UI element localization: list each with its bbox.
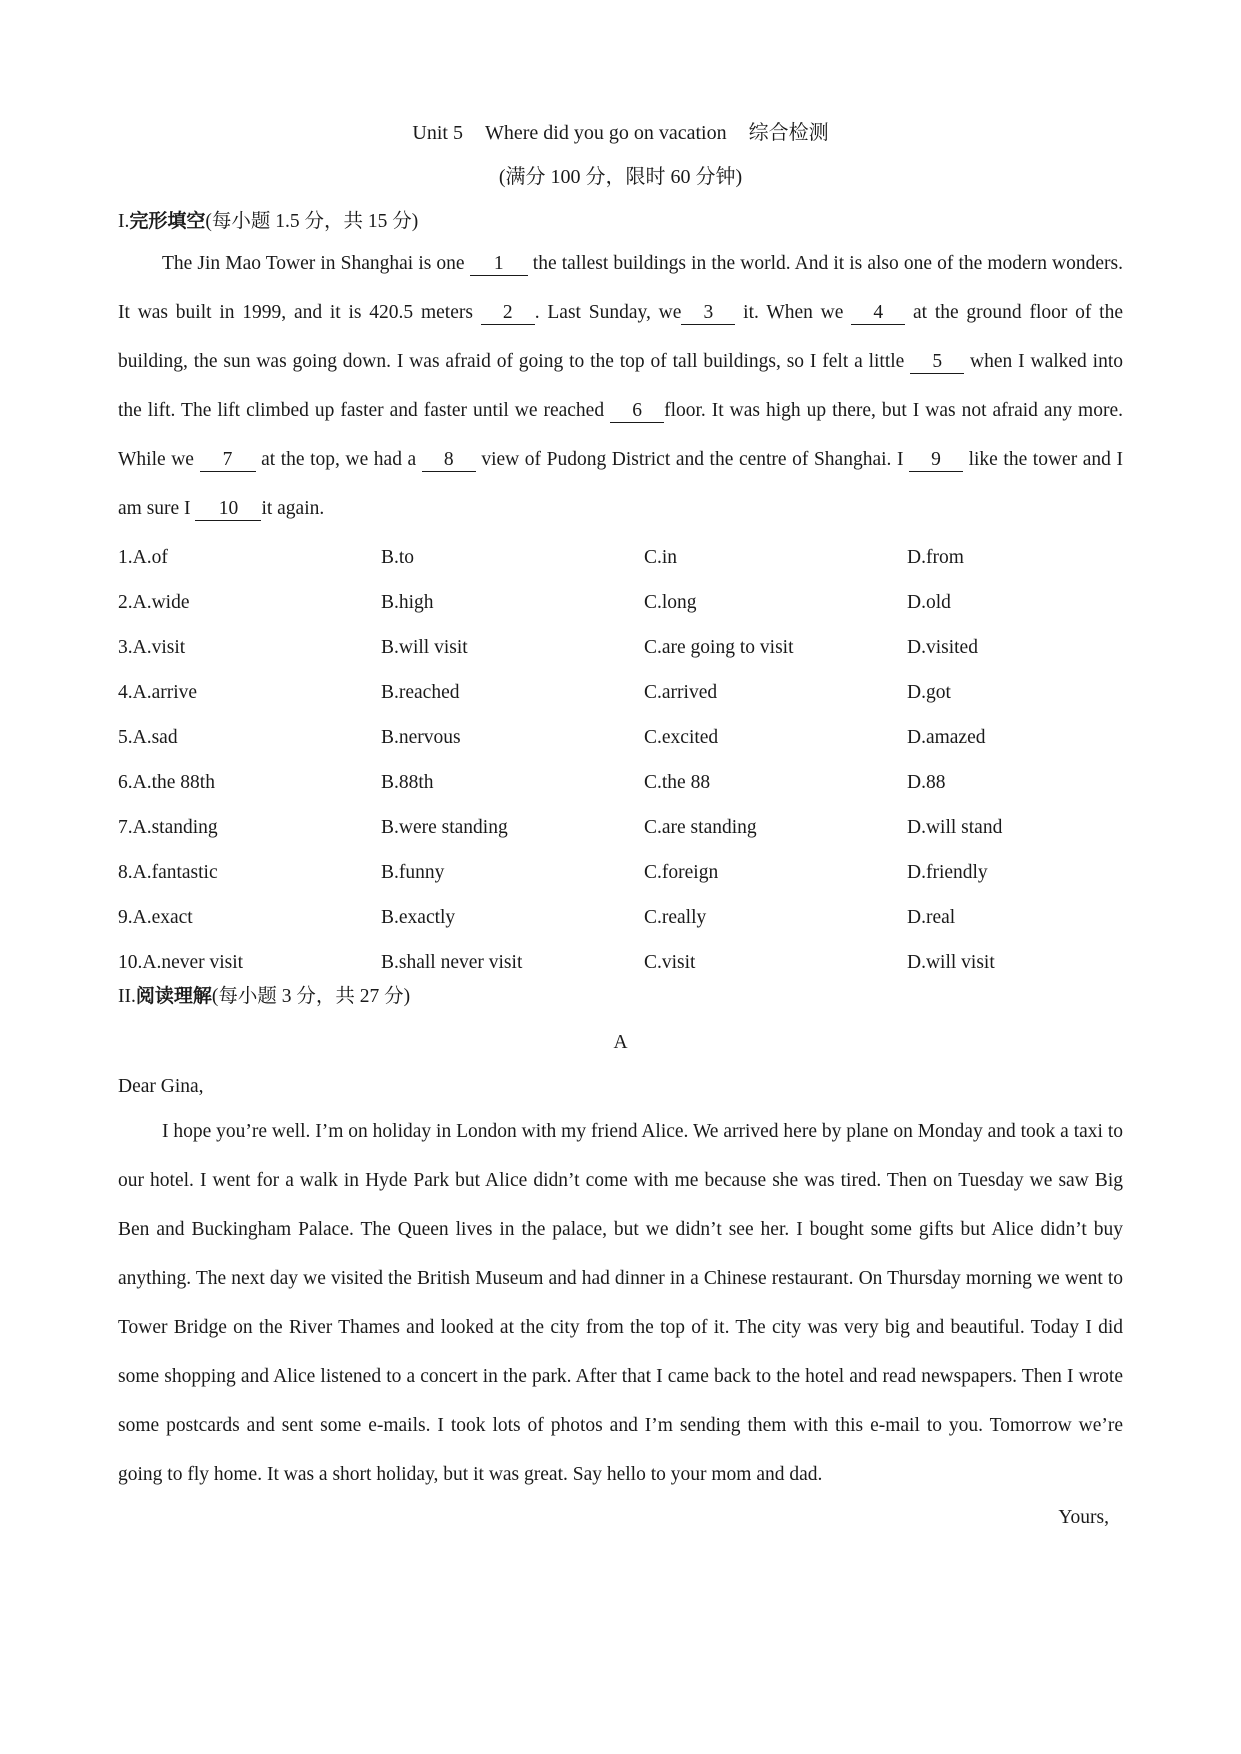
letter-closing: Yours, xyxy=(1058,1507,1109,1528)
blank-3: 3 xyxy=(681,302,735,325)
option-a[interactable]: 7.A.standing xyxy=(118,816,218,838)
option-b[interactable]: B.to xyxy=(381,546,415,568)
section-name: 阅读理解 xyxy=(135,985,212,1007)
option-a[interactable]: 8.A.fantastic xyxy=(118,861,218,883)
section-reading-heading xyxy=(118,981,1123,1012)
option-d[interactable]: D.will stand xyxy=(907,816,1003,838)
blank-8: 8 xyxy=(422,449,476,472)
option-b[interactable]: B.88th xyxy=(381,771,434,793)
passage-label: A xyxy=(613,1032,628,1053)
option-b[interactable]: B.high xyxy=(381,591,434,613)
option-d[interactable]: D.real xyxy=(907,906,956,928)
blank-4: 4 xyxy=(851,302,905,325)
option-a[interactable]: 5.A.sad xyxy=(118,726,178,748)
cloze-passage xyxy=(118,239,1123,533)
passage-text: view of Pudong District and the centre of Shanghai. I xyxy=(475,449,910,470)
passage-text: The Jin Mao Tower in Shanghai is one xyxy=(162,253,470,274)
option-b[interactable]: B.nervous xyxy=(381,726,461,748)
question-options-3 xyxy=(118,625,1123,670)
option-a[interactable]: 2.A.wide xyxy=(118,591,190,613)
section-number: II. xyxy=(118,986,136,1007)
question-options-7 xyxy=(118,805,1123,850)
score-time-info: (满分 100 分，限时 60 分钟) xyxy=(498,166,743,188)
question-options-2 xyxy=(118,580,1123,625)
section-points: (每小题 3 分，共 27 分) xyxy=(211,986,411,1007)
option-c[interactable]: C.long xyxy=(644,591,697,613)
passage-text: when I walked into the lift. The lift climbed up faster and faster until we reached xyxy=(118,351,1123,421)
letter-body: I hope you’re well. I’m on holiday in London with my friend Alice. We arrived here by plane on Monday and took a taxi to our hotel. I went for a walk in Hyde Park but Alice didn’t come with me because she was tired. Then on Tuesday we saw Big Ben and Buckingham Palace. The Queen lives in the palace, but we didn’t see her. I bought some gifts but Alice didn’t buy anything. The next day we visited the British Museum and had dinner in a Chinese restaurant. On Thursday morning we went to Tower Bridge on the River Thames and looked at the city from the top of it. The city was very big and beautiful. Today I did some shopping and Alice listened to a concert in the park. After that I came back to the hotel and read newspapers. Then I wrote some postcards and sent some e-mails. I took lots of photos and I’m sending them with this e-mail to you. Tomorrow we’re going to fly home. It was a short holiday, but it was great. Say hello to your mom and dad. xyxy=(118,1121,1123,1485)
option-c[interactable]: C.visit xyxy=(644,951,696,973)
question-options-9 xyxy=(118,895,1123,940)
question-options-4 xyxy=(118,670,1123,715)
blank-2: 2 xyxy=(481,302,535,325)
option-d[interactable]: D.will visit xyxy=(907,951,995,973)
test-name: 综合检测 xyxy=(748,122,829,144)
passage-text: like the tower and I am sure I xyxy=(118,449,1123,519)
unit-topic: Where did you go on vacation xyxy=(484,122,727,144)
letter-greeting: Dear Gina, xyxy=(118,1076,204,1097)
section-number: I. xyxy=(118,211,130,232)
option-c[interactable]: C.in xyxy=(644,546,678,568)
option-d[interactable]: D.visited xyxy=(907,636,978,658)
option-b[interactable]: B.funny xyxy=(381,861,445,883)
option-a[interactable]: 4.A.arrive xyxy=(118,681,198,703)
question-options-1 xyxy=(118,535,1123,580)
option-a[interactable]: 6.A.the 88th xyxy=(118,771,215,793)
blank-10: 10 xyxy=(195,498,261,521)
option-b[interactable]: B.reached xyxy=(381,681,460,703)
section-cloze-heading xyxy=(118,206,1123,237)
question-options-10 xyxy=(118,940,1123,985)
section-points: (每小题 1.5 分，共 15 分) xyxy=(205,211,419,232)
option-c[interactable]: C.excited xyxy=(644,726,719,748)
passage-text: . Last Sunday, we xyxy=(534,302,682,323)
option-c[interactable]: C.are standing xyxy=(644,816,757,838)
blank-9: 9 xyxy=(909,449,963,472)
cloze-options xyxy=(118,535,1123,985)
option-c[interactable]: C.are going to visit xyxy=(644,636,794,658)
section-name: 完形填空 xyxy=(129,210,206,232)
option-d[interactable]: D.88 xyxy=(907,771,946,793)
passage-text: the tallest buildings in the world. And it is also one of the modern wonders. It was built in 1999, and it is 420.5 meters xyxy=(118,253,1123,323)
page-title xyxy=(118,118,1123,148)
unit-label: Unit 5 xyxy=(412,122,463,144)
option-d[interactable]: D.amazed xyxy=(907,726,986,748)
passage-text: it again. xyxy=(261,498,325,519)
option-a[interactable]: 3.A.visit xyxy=(118,636,186,658)
blank-1: 1 xyxy=(470,253,528,276)
blank-6: 6 xyxy=(610,400,664,423)
passage-text: at the ground floor of the building, the sun was going down. I was afraid of going to the top of tall buildings, so I felt a little xyxy=(118,302,1124,372)
blank-7: 7 xyxy=(200,449,256,472)
option-c[interactable]: C.foreign xyxy=(644,861,719,883)
option-d[interactable]: D.friendly xyxy=(907,861,988,883)
question-options-8 xyxy=(118,850,1123,895)
option-b[interactable]: B.were standing xyxy=(381,816,508,838)
exam-page xyxy=(118,118,1123,1533)
option-c[interactable]: C.really xyxy=(644,906,707,928)
passage-text: it. When we xyxy=(735,302,852,323)
option-b[interactable]: B.shall never visit xyxy=(381,951,523,973)
option-b[interactable]: B.will visit xyxy=(381,636,468,658)
option-d[interactable]: D.got xyxy=(907,681,951,703)
option-a[interactable]: 9.A.exact xyxy=(118,906,193,928)
passage-text: floor. It was high up there, but I was not afraid any more. While we xyxy=(118,400,1123,470)
option-a[interactable]: 10.A.never visit xyxy=(118,951,244,973)
option-c[interactable]: C.arrived xyxy=(644,681,718,703)
blank-5: 5 xyxy=(910,351,964,374)
option-c[interactable]: C.the 88 xyxy=(644,771,711,793)
option-a[interactable]: 1.A.of xyxy=(118,546,168,568)
question-options-6 xyxy=(118,760,1123,805)
question-options-5 xyxy=(118,715,1123,760)
passage-text: at the top, we had a xyxy=(255,449,422,470)
option-d[interactable]: D.from xyxy=(907,546,964,568)
option-b[interactable]: B.exactly xyxy=(381,906,456,928)
option-d[interactable]: D.old xyxy=(907,591,951,613)
